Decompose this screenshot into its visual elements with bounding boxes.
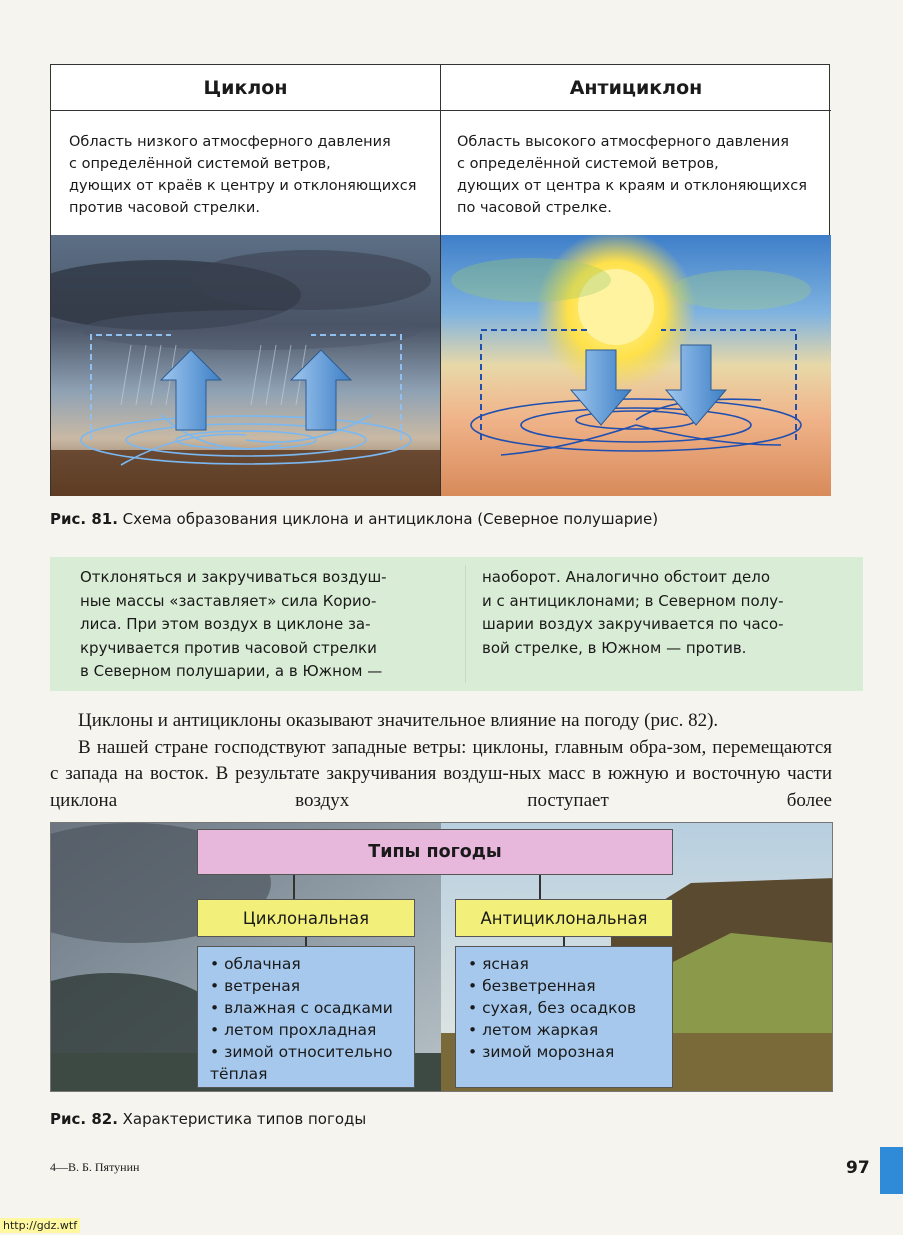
- info-box-left-column: [80, 566, 450, 684]
- info-box-divider: [465, 565, 466, 683]
- figure-81-caption-label: Рис. 81.: [50, 510, 118, 528]
- info-line: лиса. При этом воздух в циклоне за-: [80, 615, 371, 633]
- info-line: кручивается против часовой стрелки: [80, 638, 377, 657]
- figure-82-caption: [50, 1110, 366, 1128]
- page-tab-marker: [880, 1147, 903, 1194]
- anticyclonic-characteristics: [455, 946, 673, 1088]
- anticyclone-illustration: [441, 235, 831, 496]
- paragraph: В нашей стране господствуют западные ветры: циклоны, главным обра-зом, перемещаются с запада на восток. В результате закручивания воздуш-ных масс в южную и восточную части циклона воздух поступает более: [50, 736, 832, 811]
- anticyclone-desc-line: по часовой стрелке.: [457, 200, 612, 216]
- info-line: наоборот. Аналогично обстоит дело: [482, 568, 771, 586]
- cyclone-desc-line: с определённой системой ветров,: [69, 156, 331, 172]
- connector-line: [539, 875, 541, 899]
- weather-types-title: Типы погоды: [197, 829, 673, 875]
- cyclone-desc-line: против часовой стрелки.: [69, 200, 260, 216]
- list-item: • зимой относительно тёплая: [210, 1041, 406, 1085]
- cyclone-description: [51, 111, 441, 235]
- connector-line: [563, 937, 565, 946]
- list-item: • летом прохладная: [210, 1019, 406, 1041]
- cyclone-header: Циклон: [51, 65, 441, 111]
- figure-82: [50, 822, 833, 1092]
- list-item: • ветреная: [210, 975, 406, 997]
- figure-81-caption: [50, 510, 658, 528]
- cyclone-desc-line: Область низкого атмосферного давления: [69, 134, 391, 150]
- info-line: шарии воздух закручивается по часо-: [482, 615, 784, 633]
- info-line: вой стрелке, в Южном — против.: [482, 638, 747, 657]
- anticyclonic-type-label: Антициклональная: [455, 899, 673, 937]
- list-item: • ясная: [468, 953, 664, 975]
- info-line: в Северном полушарии, а в Южном —: [80, 662, 383, 680]
- info-box: [50, 557, 863, 691]
- paragraph: Циклоны и антициклоны оказывают значительное влияние на погоду (рис. 82).: [78, 710, 719, 731]
- info-line: Отклоняться и закручиваться воздуш-: [80, 568, 387, 586]
- list-item: • облачная: [210, 953, 406, 975]
- info-line: ные массы «заставляет» сила Корио-: [80, 591, 377, 610]
- anticyclone-desc-line: с определённой системой ветров,: [457, 156, 719, 172]
- anticyclone-desc-line: дующих от центра к краям и отклоняющихся: [457, 178, 807, 194]
- list-item: • влажная с осадками: [210, 997, 406, 1019]
- figure-82-caption-text: Характеристика типов погоды: [117, 1110, 367, 1128]
- watermark-link[interactable]: http://gdz.wtf: [0, 1218, 80, 1233]
- figure-81: [50, 64, 830, 496]
- connector-line: [305, 937, 307, 946]
- figure-81-caption-text: Схема образования циклона и антициклона (Северное полушарие): [117, 510, 659, 528]
- signature-mark: 4—В. Б. Пятунин: [50, 1160, 140, 1174]
- list-item: • летом жаркая: [468, 1019, 664, 1041]
- info-line: и с антициклонами; в Северном полу-: [482, 591, 784, 610]
- connector-line: [293, 875, 295, 899]
- cyclonic-type-label: Циклональная: [197, 899, 415, 937]
- anticyclone-desc-line: Область высокого атмосферного давления: [457, 134, 790, 150]
- figure-82-caption-label: Рис. 82.: [50, 1110, 118, 1128]
- cyclone-desc-line: дующих от краёв к центру и отклоняющихся: [69, 178, 417, 194]
- page-number: 97: [846, 1158, 870, 1178]
- anticyclone-header: Антициклон: [441, 65, 831, 111]
- list-item: • зимой морозная: [468, 1041, 664, 1063]
- cyclonic-characteristics: [197, 946, 415, 1088]
- list-item: • безветренная: [468, 975, 664, 997]
- list-item: • сухая, без осадков: [468, 997, 664, 1019]
- cyclone-illustration: [51, 235, 441, 496]
- body-text: [50, 708, 832, 814]
- info-box-right-column: [482, 566, 832, 660]
- anticyclone-description: [441, 111, 831, 235]
